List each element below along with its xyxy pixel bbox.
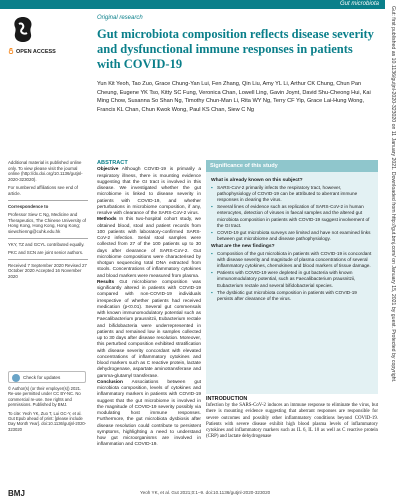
correspondence-details: Professor Siew C Ng, Medicine and Therapeutics, The Chinese University of Hong Kong, Hong Kong, Hong Kong; siewchienng@cuhk.edu.hk: [8, 212, 87, 234]
significance-heading: Significance of this study: [206, 160, 378, 172]
objective-text: Although COVID-19 is primarily a respiratory illness, there is mounting evidence suggesting that the GI tract is involved in this disease. We investigated whether the gut microbiome is linked to disease severity in patients with COVID-19, and whether perturbations in microbiome composition, if any, resolve with clearance of the SARS-CoV-2 virus.: [97, 167, 201, 216]
article-info-column: [8, 160, 88, 283]
equal-contribution-note: YKY, TZ and GCYL contributed equally.: [8, 241, 85, 247]
check-updates-button[interactable]: [8, 371, 86, 383]
divider: [8, 200, 88, 201]
article-title: Gut microbiota composition reflects disease severity and dysfunctional immune responses in patients with COVID-19: [97, 27, 374, 71]
introduction-heading: INTRODUCTION: [206, 396, 248, 402]
article-dates: Received 7 September 2020 Revised 27 October 2020 Accepted 16 November 2020: [8, 262, 87, 279]
known-item: ▪ SARS-CoV-2 primarily infects the respiratory tract, however, pathophysiology of COVID-19 can be attributed to aberrant immune responses in clearing the virus.: [211, 185, 373, 203]
objective-label: Objective: [97, 167, 119, 173]
affiliations-note: For numbered affiliations see end of article.: [8, 185, 78, 196]
page-footer: [0, 488, 385, 500]
open-access-icon: [8, 48, 14, 54]
new-findings-question: What are the new findings?: [211, 243, 275, 249]
results-text: Gut microbiome composition was significantly altered in patients with COVID-19 compared with non-COVID-19 individuals irrespective of whether patients had received medication (p<0.01). Several gut commensals with known immunomodulatory potential such as Faecalibacterium prausnitzii, Eubacterium rectale and bifidobacteria were underrepresented in patients and remained low in samples collected up to 30 days after disease resolution. Moreover, this perturbed composition exhibited stratification with disease severity concordant with elevated concentrations of inflammatory cytokines and blood markers such as C reactive protein, lactate dehydrogenase, aspartate aminotransferase and gamma-glutamyl transferase.: [97, 279, 201, 379]
new-findings-list: [211, 251, 373, 302]
abstract: [97, 160, 201, 449]
known-item: ▪ COVID-19 gut microbiota surveys are limited and have not examined links between gut microbiome and disease pathophysiology.: [211, 230, 373, 242]
side-strip-text: Gut: first published as 10.1136/gutjnl-2020-323020 on 11 January 2021. Downloaded from http://gut.bmj.com/ on January 15, 2021 by guest. Protected by copyright.: [390, 6, 396, 383]
significance-box: [206, 160, 378, 394]
methods-text: In this two-hospital cohort study, we obtained blood, stool and patient records from 100 patients with laboratory-confirmed SARS-CoV-2 infection. Serial stool samples were collected from 27 of the 100 patients up to 30 days after clearance of SARS-CoV-2. Gut microbiome compositions were characterised by shotgun sequencing total DNA extracted from stools. Concentrations of inflammatory cytokines and blood markers were measured from plasma.: [97, 217, 201, 279]
check-updates-label: Check for updates: [23, 375, 61, 380]
divider: [8, 238, 88, 239]
footer-citation: Yeoh YK, et al. Gut 2021;0:1–9. doi:10.1136/gutjnl-2020-323020: [140, 490, 271, 495]
check-updates-icon: [12, 374, 20, 382]
conclusion-text: Associations between gut microbiota composition, levels of cytokines and inflammatory markers in patients with COVID-19 suggest that the gut microbiome is involved in the magnitude of COVID-19 severity possibly via modulating host immune responses. Furthermore, the gut microbiota dysbiosis after disease resolution could contribute to persistent symptoms, highlighting a need to understand how gut microorganisms are involved in inflammation and COVID-19.: [97, 379, 201, 448]
section-banner: [0, 0, 385, 9]
divider: [8, 259, 88, 260]
abstract-heading: ABSTRACT: [97, 160, 128, 166]
open-access-label: OPEN ACCESS: [16, 49, 56, 55]
joint-authors-note: PKC and SCN are joint senior authors.: [8, 250, 84, 256]
bmj-logo: BMJ: [8, 489, 25, 498]
methods-label: Methods: [97, 217, 117, 223]
known-question: What is already known on this subject?: [211, 178, 303, 183]
known-list: [211, 185, 373, 242]
correspondence-heading: Correspondence to: [8, 203, 49, 209]
article-type: Original research: [97, 15, 143, 21]
author-list: Yun Kit Yeoh, Tao Zuo, Grace Chung-Yan Lui, Fen Zhang, Qin Liu, Amy YL Li, Arthur CK Chung, Chun Pan Cheung, Eugene YK Tso, Kitty SC Fung, Veronica Chan, Lowell Ling, Gavin Joynt, David Shu-Cheong Hui, Kai Ming Chow, Susanna So Shan Ng, Timothy Chun-Man Li, Rita WY Ng, Terry CF Yip, Grace Lai-Hung Wong, Francis KL Chan, Chun Kwok Wong, Paul KS Chan, Siew C Ng: [97, 81, 371, 113]
finding-item: ▪ The dysbiotic gut microbiota composition in patients with COVID-19 persists after clearance of the virus.: [211, 290, 373, 302]
side-strip: [385, 0, 400, 500]
license-text: © Author(s) (or their employer(s)) 2021. Re-use permitted under CC BY-NC. No commercial re-use. See rights and permissions. Published by BMJ.: [8, 386, 82, 408]
results-label: Results: [97, 279, 115, 285]
finding-item: ▪ Composition of the gut microbiota in patients with COVID-19 is concordant with disease severity and magnitude of plasma concentrations of several inflammatory cytokines, chemokines and blood markers of tissue damage.: [211, 251, 373, 269]
introduction-text: Infection by the SARS-CoV-2 induces an immune response to eliminate the virus, but there is mounting evidence suggesting that aberrant responses are responsible for severe outcomes and possibly other inflammatory conditions beyond COVID-19. Patients with severe disease exhibit high blood plasma levels of inflammatory cytokines and inflammatory markers such as IL 6, IL 10 as well as C reactive protein (CRP) and lactate dehydrogenase: [206, 403, 378, 440]
known-item: ▪ Several lines of evidence such as replication of SARS-CoV-2 in human enterocytes, detection of viruses in faecal samples and the altered gut microbiota composition in patients with COVID-19 suggest involvement of the GI tract.: [211, 204, 373, 228]
cite-text: To cite: Yeoh YK, Zuo T, Lui GC-Y, et al. Gut Epub ahead of print: [please include Day Month Year]. doi:10.1136/gutjnl-2020-323020: [8, 410, 87, 432]
introduction: [206, 396, 378, 440]
additional-material-note: Additional material is published online only. To view please visit the journal online (http://dx.doi.org/10.1136/gutjnl-2020-323020).: [8, 160, 83, 182]
conclusion-label: Conclusion: [97, 379, 123, 385]
section-tab-label: Gut microbiota: [339, 1, 379, 7]
gut-logo-icon: [8, 14, 38, 44]
license-column: [8, 386, 88, 435]
finding-item: ▪ Patients with COVID-19 were depleted in gut bacteria with known immunomodulatory potential, such as Faecalibacterium prausnitzii, Eubacterium rectale and several bifidobacterial species.: [211, 270, 373, 288]
